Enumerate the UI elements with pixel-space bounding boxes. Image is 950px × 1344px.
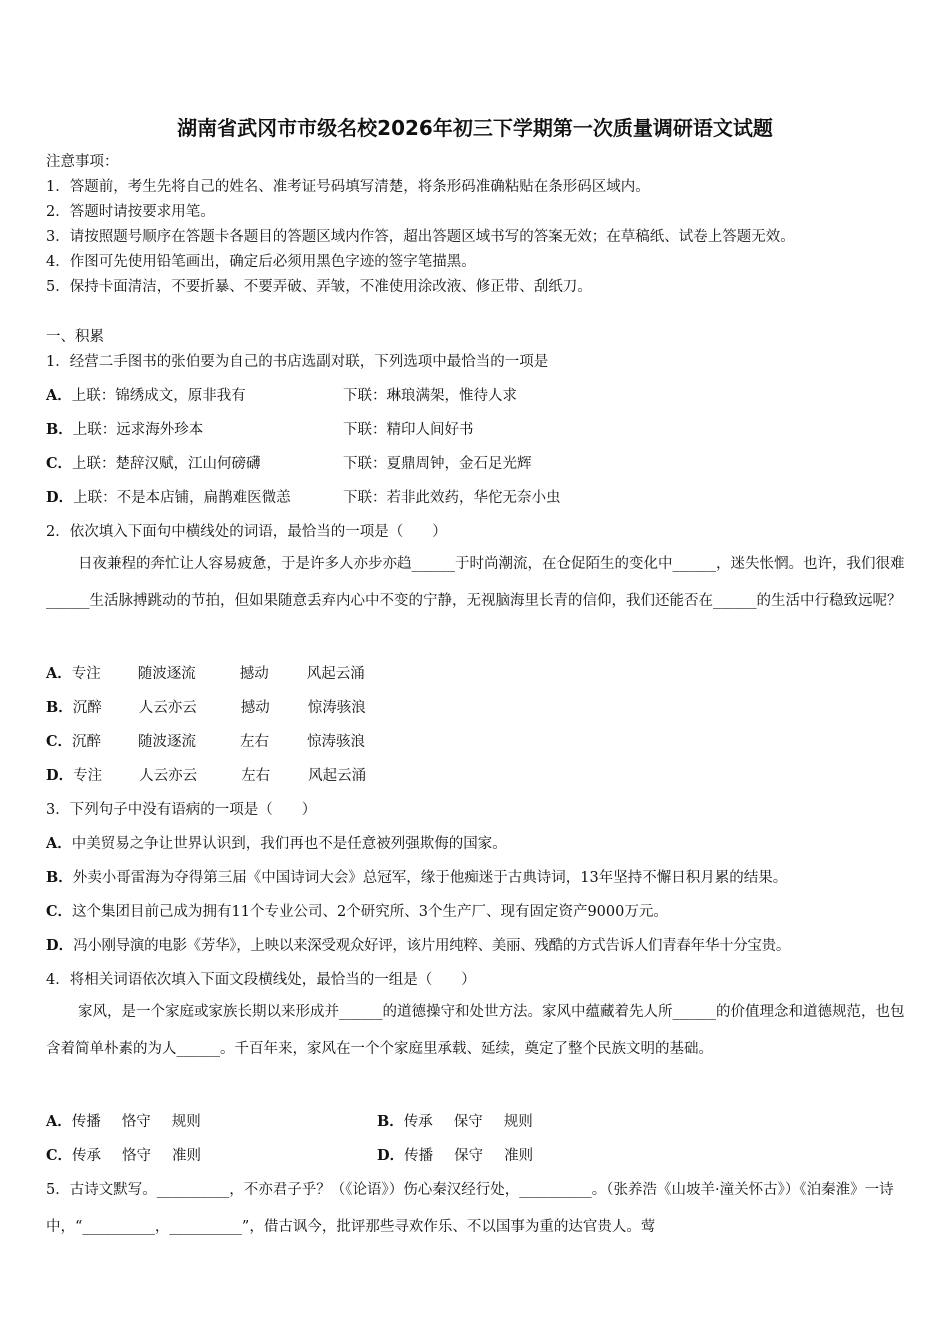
option-word: 准则 [172, 1148, 202, 1164]
question-3-option-d [46, 936, 790, 956]
option-label: C． [46, 733, 73, 750]
notice-item: 4．作图可先使用铅笔画出，确定后必须用黑色字迹的签字笔描黑。 [46, 254, 476, 270]
question-2-option-a [46, 664, 365, 684]
question-4-passage: 家风，是一个家庭或家族长期以来形成并______的道德操守和处世方法。家风中蕴藏着先人所______的价值理念和道德规范，也包含着简单朴素的为人______。千百年来，家风在一个个家庭里承载、延续，奠定了整个民族文明的基础。 [46, 1004, 905, 1057]
option-text: 这个集团目前己成为拥有11个专业公司、2个研究所、3个生产厂、现有固定资产9000万元。 [72, 904, 668, 920]
option-word: 恪守 [121, 1114, 151, 1130]
option-word: 保守 [453, 1114, 483, 1130]
question-5-text: 5．古诗文默写。__________，不亦君子乎？（《论语》）伤心秦汉经行处，__________。（张养浩《山坡羊·潼关怀古》）《泊秦淮》一诗中，“__________，__________”，借古讽今，批评那些寻欢作乐、不以国事为重的达官贵人。莺 [46, 1182, 894, 1235]
notice-item: 3．请按照题号顺序在答题卡各题目的答题区域内作答，超出答题区域书写的答案无效；在草稿纸、试卷上答题无效。 [46, 229, 795, 245]
option-word: 惊涛骇浪 [307, 734, 366, 750]
question-4-option-c [46, 1146, 201, 1166]
option-word: 撼动 [239, 666, 269, 682]
option-label: C． [46, 1147, 73, 1164]
notice-item: 5．保持卡面清洁，不要折暴、不要弄破、弄皱，不准使用涂改液、修正带、刮纸刀。 [46, 279, 592, 295]
question-3-option-a [46, 834, 507, 854]
question-2-option-b [46, 698, 366, 718]
option-label: D． [46, 489, 74, 506]
option-word: 恪守 [122, 1148, 152, 1164]
option-label: A． [46, 1113, 72, 1130]
question-3-stem: 3．下列句子中没有语病的一项是（ ） [46, 802, 317, 818]
question-2-stem: 2．依次填入下面句中横线处的词语，最恰当的一项是（ ） [46, 524, 447, 540]
notice-item: 1．答题前，考生先将自己的姓名、准考证号码填写清楚，将条形码准确粘贴在条形码区域内。 [46, 179, 650, 195]
option-word: 随波逐流 [137, 666, 196, 682]
option-text: 冯小刚导演的电影《芳华》，上映以来深受观众好评，该片用纯粹、美丽、残酷的方式告诉人们青春年华十分宝贵。 [73, 938, 791, 954]
option-word: 规则 [503, 1114, 533, 1130]
question-4-option-a [46, 1112, 201, 1132]
option-label: B． [377, 1113, 404, 1130]
question-1-stem: 1．经营二手图书的张伯要为自己的书店选副对联，下列选项中最恰当的一项是 [46, 354, 549, 370]
question-4-option-d [377, 1146, 533, 1166]
option-label: D． [46, 937, 74, 954]
option-text: 中美贸易之争让世界认识到，我们再也不是任意被列强欺侮的国家。 [71, 836, 507, 852]
question-2-passage: 日夜兼程的奔忙让人容易疲惫，于是许多人亦步亦趋______于时尚潮流，在仓促陌生的变化中______，迷失怅惘。也许，我们很难______生活脉搏跳动的节拍，但如果随意丢弃内心中不变的宁静，无视脑海里长青的信仰，我们还能否在______的生活中行稳致远呢？ [46, 556, 905, 609]
option-word: 传播 [71, 1114, 101, 1130]
option-word: 风起云涌 [306, 666, 365, 682]
question-3-option-c [46, 902, 668, 922]
option-word: 左右 [241, 768, 271, 784]
option-word: 保守 [454, 1148, 484, 1164]
section-heading: 一、积累 [46, 329, 104, 345]
option-word: 风起云涌 [308, 768, 367, 784]
option-label: A． [46, 835, 72, 852]
option-label: D． [46, 767, 74, 784]
option-word: 沉醉 [72, 734, 102, 750]
option-word: 人云亦云 [138, 700, 197, 716]
option-upper: 上联：楚辞汉赋，江山何磅礴 [72, 456, 261, 472]
option-word: 惊涛骇浪 [307, 700, 366, 716]
option-word: 传承 [72, 1148, 102, 1164]
option-word: 准则 [504, 1148, 534, 1164]
option-label: A． [46, 665, 72, 682]
option-word: 沉醉 [72, 700, 102, 716]
option-word: 专注 [71, 666, 101, 682]
option-word: 传承 [403, 1114, 433, 1130]
question-3-option-b [46, 868, 787, 888]
question-4-stem: 4．将相关词语依次填入下面文段横线处，最恰当的一组是（ ） [46, 972, 476, 988]
option-label: C． [46, 903, 73, 920]
option-lower: 下联：夏鼎周钟，金石足光辉 [343, 456, 532, 472]
option-word: 撼动 [240, 700, 270, 716]
option-word: 传播 [404, 1148, 434, 1164]
option-label: B． [46, 421, 73, 438]
option-label: C． [46, 455, 73, 472]
exam-title: 湖南省武冈市市级名校2026年初三下学期第一次质量调研语文试题 [177, 116, 773, 140]
option-lower: 下联：琳琅满架，惟待人求 [343, 388, 517, 404]
option-lower: 下联：精印人间好书 [343, 422, 474, 438]
option-label: D． [377, 1147, 405, 1164]
question-2-option-c [46, 732, 365, 752]
option-word: 规则 [171, 1114, 201, 1130]
option-word: 左右 [240, 734, 270, 750]
option-word: 人云亦云 [139, 768, 198, 784]
notice-heading: 注意事项： [46, 154, 119, 170]
option-upper: 上联：远求海外珍本 [72, 422, 204, 438]
option-word: 随波逐流 [138, 734, 197, 750]
notice-item: 2．答题时请按要求用笔。 [46, 204, 215, 220]
option-lower: 下联：若非此效药，华佗无奈小虫 [343, 490, 561, 506]
option-label: A． [46, 387, 72, 404]
option-upper: 上联：不是本店铺，扁鹊难医微恙 [73, 490, 291, 506]
question-4-option-b [377, 1112, 533, 1132]
option-word: 专注 [73, 768, 103, 784]
option-text: 外卖小哥雷海为夺得第三届《中国诗词大会》总冠军，缘于他痴迷于古典诗词，13年坚持不懈日积月累的结果。 [72, 870, 788, 886]
option-label: B． [46, 699, 73, 716]
option-label: B． [46, 869, 73, 886]
question-2-option-d [46, 766, 366, 786]
option-upper: 上联：锦绣成文，原非我有 [71, 388, 246, 404]
